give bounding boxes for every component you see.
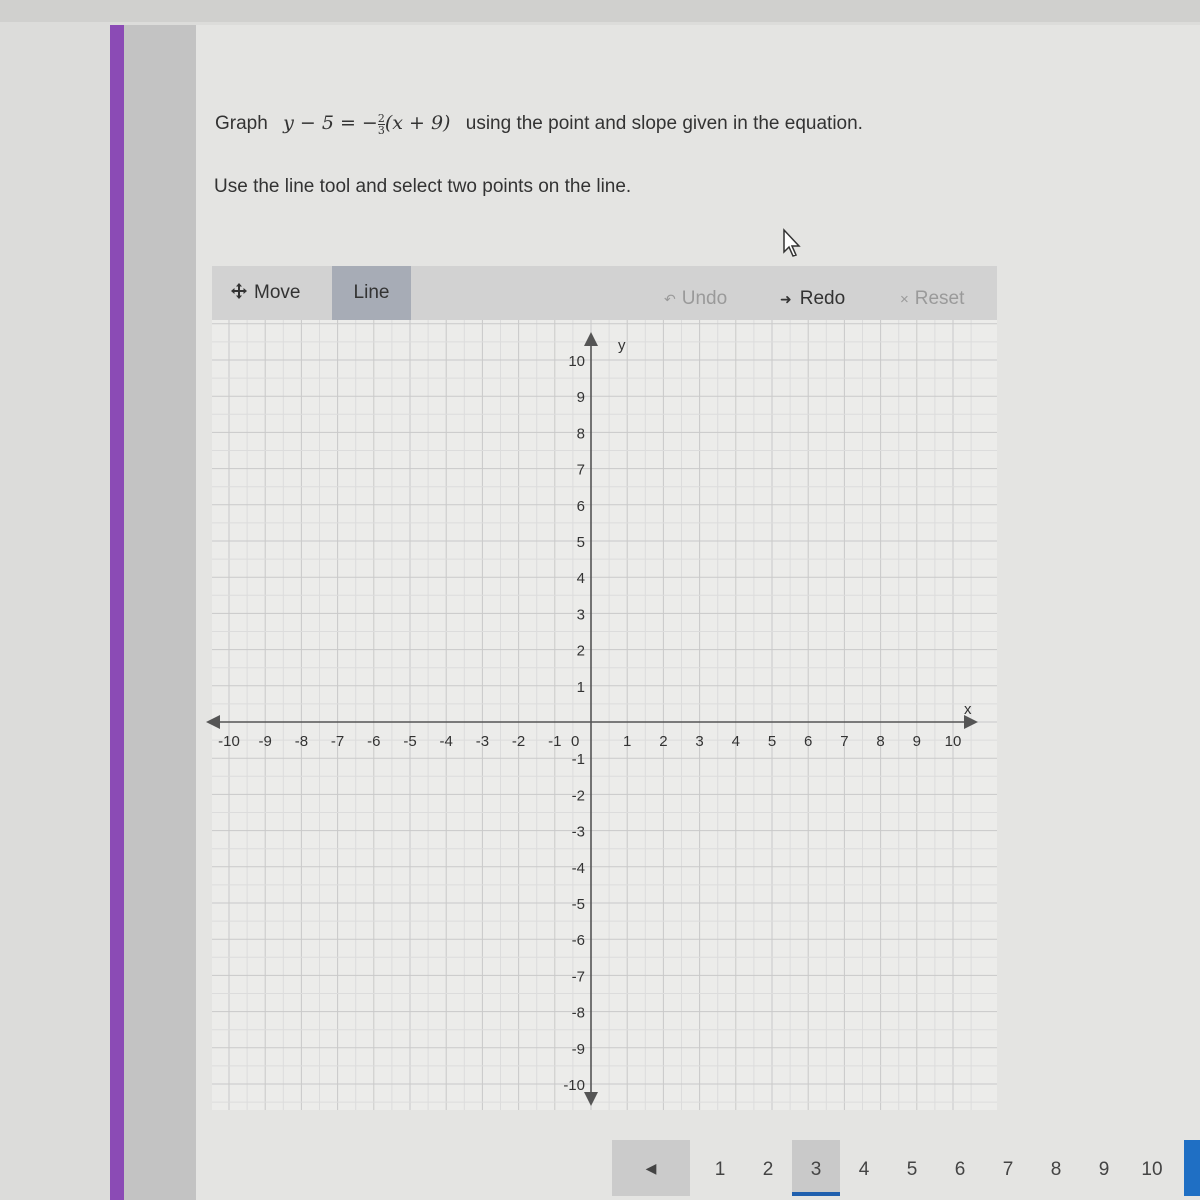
x-tick-label: 1 xyxy=(623,733,632,750)
x-tick-label: -1 xyxy=(548,733,562,750)
graph-plot-area[interactable] xyxy=(212,320,997,1110)
pager-page-9[interactable]: 9 xyxy=(1098,1159,1110,1180)
pager-page-5[interactable]: 5 xyxy=(906,1159,918,1180)
redo-label: Redo xyxy=(799,288,846,309)
y-tick-label: -5 xyxy=(571,896,585,913)
undo-arrow-icon: ↶ xyxy=(664,291,676,307)
x-tick-label: -5 xyxy=(403,733,417,750)
fraction-denominator: 3 xyxy=(377,123,385,137)
x-tick-label: -9 xyxy=(258,733,272,750)
y-tick-label: -9 xyxy=(571,1040,585,1058)
pager-page-2[interactable]: 2 xyxy=(762,1159,774,1180)
x-tick-label: -6 xyxy=(367,733,381,750)
y-tick-label: 2 xyxy=(576,642,585,660)
triangle-left-icon: ◀ xyxy=(645,1160,657,1176)
x-tick-label: 3 xyxy=(695,733,704,750)
fraction-numerator: 2 xyxy=(377,111,385,125)
y-tick-label: 8 xyxy=(576,425,585,443)
x-tick-label: 2 xyxy=(659,733,668,750)
x-tick-label: 7 xyxy=(840,733,849,750)
y-tick-label: 9 xyxy=(576,389,585,407)
pager-prev-button[interactable] xyxy=(612,1140,690,1196)
x-tick-label: -4 xyxy=(439,733,453,750)
x-tick-label: -8 xyxy=(294,733,309,750)
x-tick-label: -3 xyxy=(475,733,490,750)
reset-label: Reset xyxy=(914,288,965,309)
move-tool-label: Move xyxy=(254,282,301,303)
origin-label: 0 xyxy=(571,733,580,750)
y-tick-label: 3 xyxy=(576,606,585,624)
equation-right: (x + 9) xyxy=(384,112,451,134)
y-tick-label: 6 xyxy=(576,497,585,515)
question-suffix: using the point and slope given in the equation. xyxy=(465,113,863,134)
reset-x-icon: × xyxy=(900,291,909,308)
y-tick-label: -2 xyxy=(571,787,585,805)
y-tick-label: -10 xyxy=(563,1077,585,1094)
question-prefix: Graph xyxy=(215,113,268,134)
x-tick-label: 4 xyxy=(731,733,740,750)
pager-page-8[interactable]: 8 xyxy=(1050,1159,1062,1180)
instruction-text: Use the line tool and select two points on the line. xyxy=(214,176,632,197)
redo-arrow-icon: ➜ xyxy=(780,291,792,307)
y-axis-label: y xyxy=(618,337,626,354)
y-tick-label: 1 xyxy=(576,678,585,696)
pager-next-button[interactable] xyxy=(1184,1140,1200,1196)
x-tick-label: 5 xyxy=(767,733,777,750)
x-tick-label: 9 xyxy=(912,733,921,750)
x-tick-label: 10 xyxy=(944,733,962,750)
y-tick-label: 5 xyxy=(576,534,585,551)
x-tick-label: -2 xyxy=(511,733,526,750)
y-tick-label: -8 xyxy=(571,1004,585,1022)
pager-page-3[interactable]: 3 xyxy=(792,1140,840,1196)
y-tick-label: -7 xyxy=(571,968,585,986)
equation-left: y − 5 = − xyxy=(283,112,378,134)
pager-page-4[interactable]: 4 xyxy=(858,1159,870,1180)
y-tick-label: 10 xyxy=(568,353,585,370)
pager-page-7[interactable]: 7 xyxy=(1002,1159,1014,1180)
y-tick-label: -1 xyxy=(571,751,585,769)
undo-label: Undo xyxy=(681,288,728,309)
x-axis-label: x xyxy=(964,701,972,718)
x-tick-label: 8 xyxy=(876,733,885,750)
pager-page-1[interactable]: 1 xyxy=(714,1159,726,1180)
y-tick-label: 4 xyxy=(576,570,585,588)
x-tick-label: -7 xyxy=(330,733,345,750)
pager-page-10[interactable]: 10 xyxy=(1141,1159,1163,1180)
x-tick-label: 6 xyxy=(804,733,813,750)
y-tick-label: -6 xyxy=(571,932,585,950)
x-tick-label: -10 xyxy=(218,733,240,750)
pager-page-6[interactable]: 6 xyxy=(954,1159,966,1180)
y-tick-label: -3 xyxy=(571,823,585,841)
y-tick-label: 7 xyxy=(576,461,585,479)
y-tick-label: -4 xyxy=(571,859,585,877)
line-tool-label: Line xyxy=(353,282,390,303)
